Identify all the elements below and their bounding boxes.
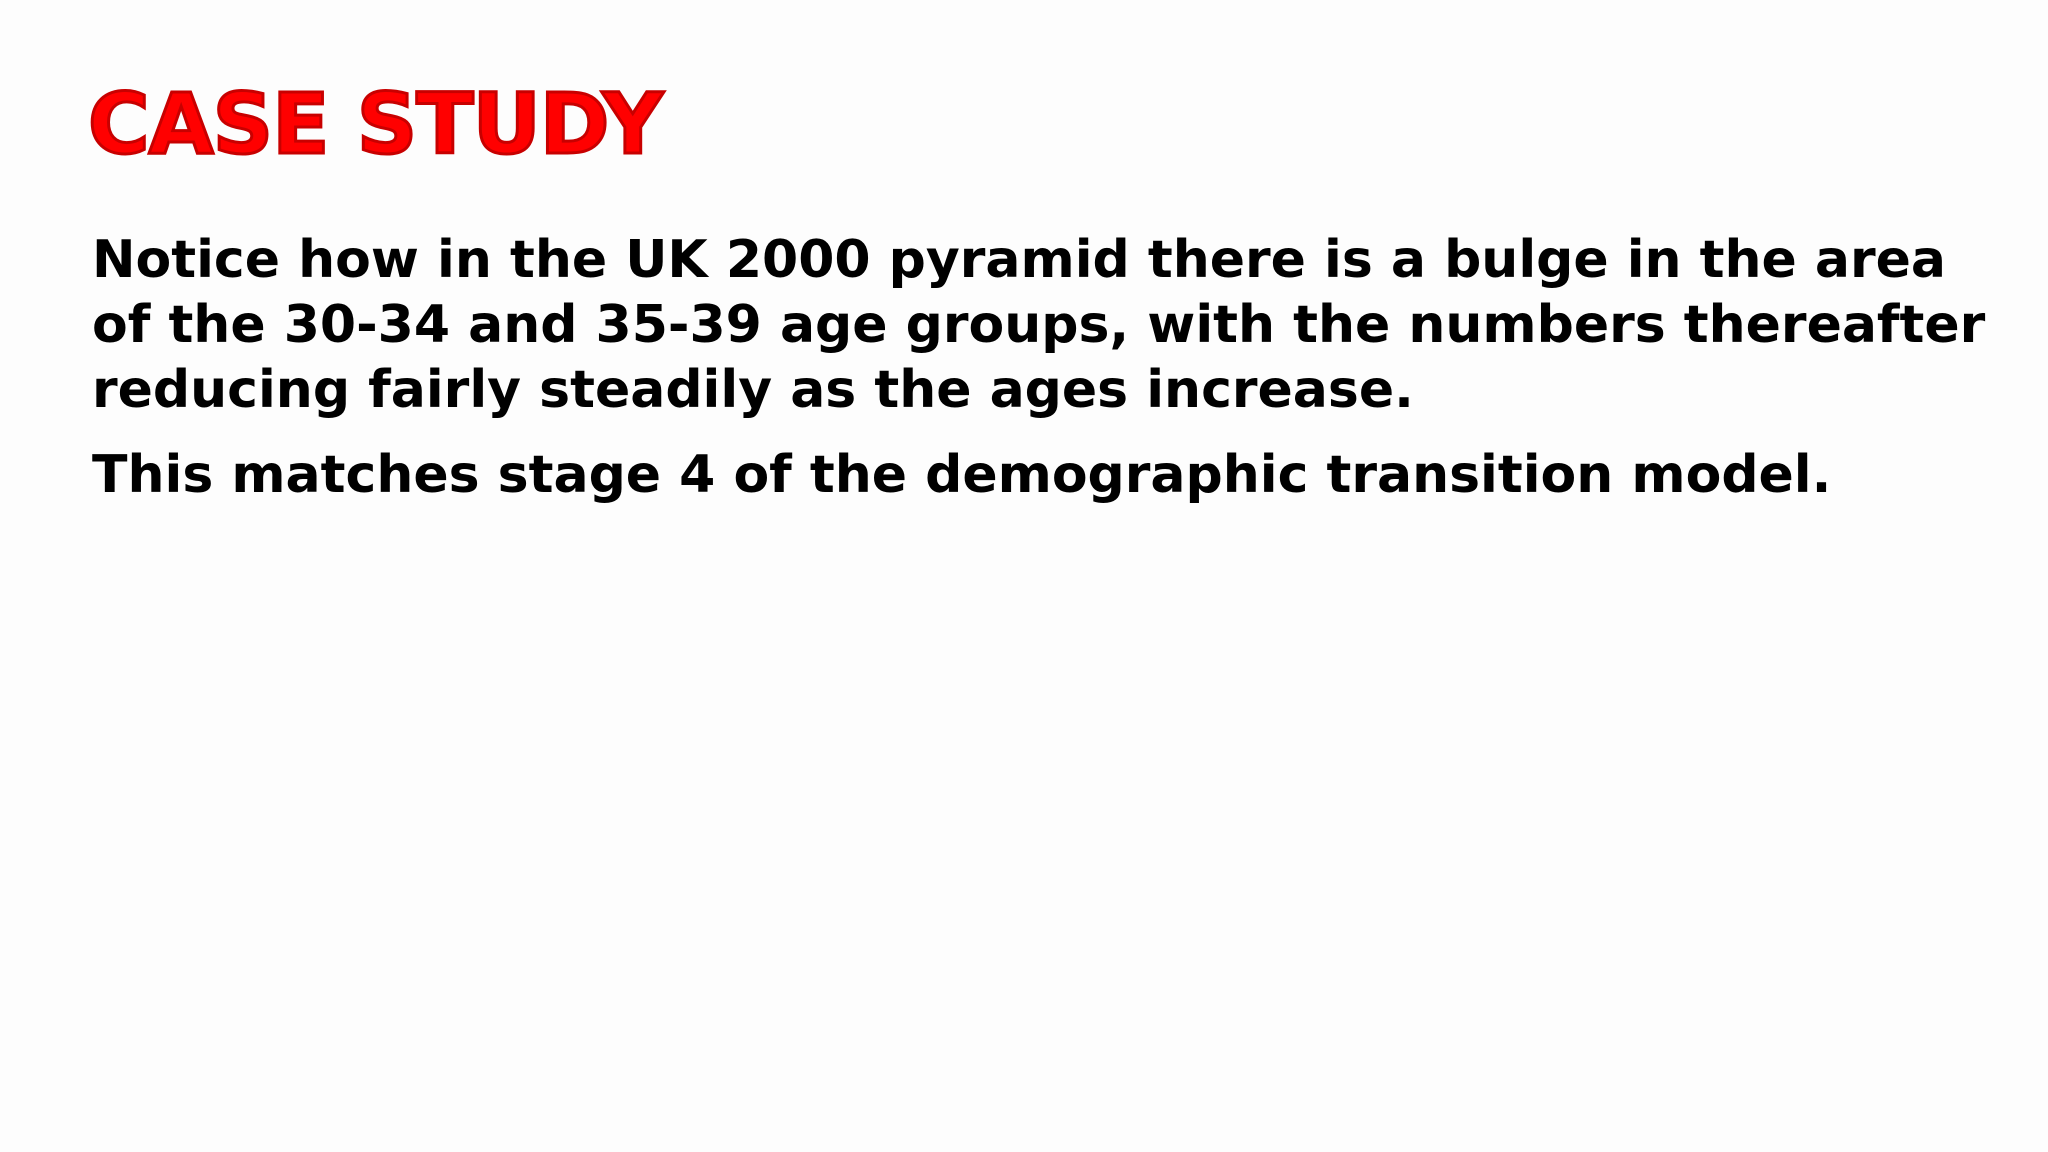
body-paragraph-observation: Notice how in the UK 2000 pyramid there is a bulge in the area of the 30-34 and 35-39 age groups, with the numbers thereafter reducing fairly steadily as the ages increase. <box>92 230 1986 420</box>
slide-title: CASE STUDY <box>88 75 663 173</box>
slide-body <box>92 228 2012 528</box>
body-paragraph-conclusion: This matches stage 4 of the demographic transition model. <box>92 445 1832 505</box>
